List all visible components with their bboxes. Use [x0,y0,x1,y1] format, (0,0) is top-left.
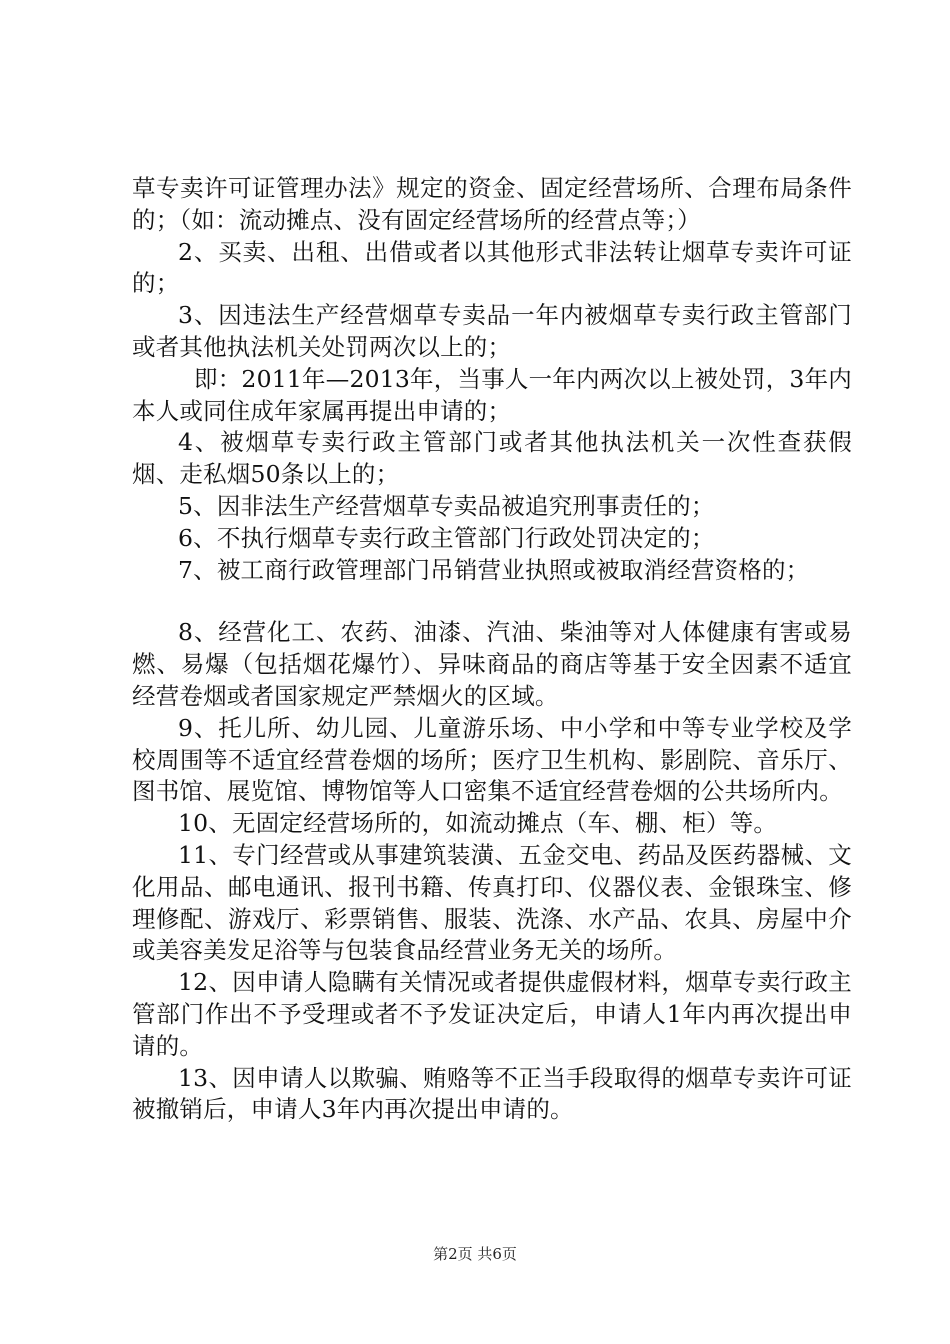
paragraph-item-12: 12、因申请人隐瞒有关情况或者提供虚假材料，烟草专卖行政主管部门作出不予受理或者不予发证决定后，申请人1年内再次提出申请的。 [132,968,852,1060]
paragraph-item-11: 11、专门经营或从事建筑装潢、五金交电、药品及医药器械、文化用品、邮电通讯、报刊书籍、传真打印、仪器仪表、金银珠宝、修理修配、游戏厅、彩票销售、服装、洗涤、水产品、农具、房屋中介或美容美发足浴等与包装食品经营业务无关的场所。 [132,840,852,965]
paragraph-item-6: 6、不执行烟草专卖行政主管部门行政处罚决定的； [178,523,715,552]
paragraph-item-13: 13、因申请人以欺骗、贿赂等不正当手段取得的烟草专卖许可证被撤销后，申请人3年内再次提出申请的。 [132,1063,852,1124]
paragraph-item-10: 10、无固定经营场所的，如流动摊点（车、棚、柜）等。 [178,809,778,838]
paragraph-item-7: 7、被工商行政管理部门吊销营业执照或被取消经营资格的； [178,555,810,584]
page-number-footer: 第2页 共6页 [433,1245,517,1263]
paragraph-item-3-note: 即：2011年—2013年，当事人一年内两次以上被处罚，3年内本人或同住成年家属再提出申请的； [132,364,852,425]
document-body [132,173,852,1126]
paragraph-item-8: 8、经营化工、农药、油漆、汽油、柴油等对人体健康有害或易燃、易爆（包括烟花爆竹）、异味商品的商店等基于安全因素不适宜经营卷烟或者国家规定严禁烟火的区域。 [132,618,852,710]
paragraph-item-2: 2、买卖、出租、出借或者以其他形式非法转让烟草专卖许可证的； [132,237,852,298]
paragraph-continuation: 草专卖许可证管理办法》规定的资金、固定经营场所、合理布局条件的；（如：流动摊点、没有固定经营场所的经营点等；） [132,174,852,234]
paragraph-item-3: 3、因违法生产经营烟草专卖品一年内被烟草专卖行政主管部门或者其他执法机关处罚两次以上的； [132,301,852,361]
paragraph-item-4: 4、被烟草专卖行政主管部门或者其他执法机关一次性查获假烟、走私烟50条以上的； [132,428,852,489]
paragraph-item-5: 5、因非法生产经营烟草专卖品被追究刑事责任的； [178,491,715,520]
paragraph-item-9: 9、托儿所、幼儿园、儿童游乐场、中小学和中等专业学校及学校周围等不适宜经营卷烟的场所；医疗卫生机构、影剧院、音乐厅、图书馆、展览馆、博物馆等人口密集不适宜经营卷烟的公共场所内。 [132,713,852,806]
